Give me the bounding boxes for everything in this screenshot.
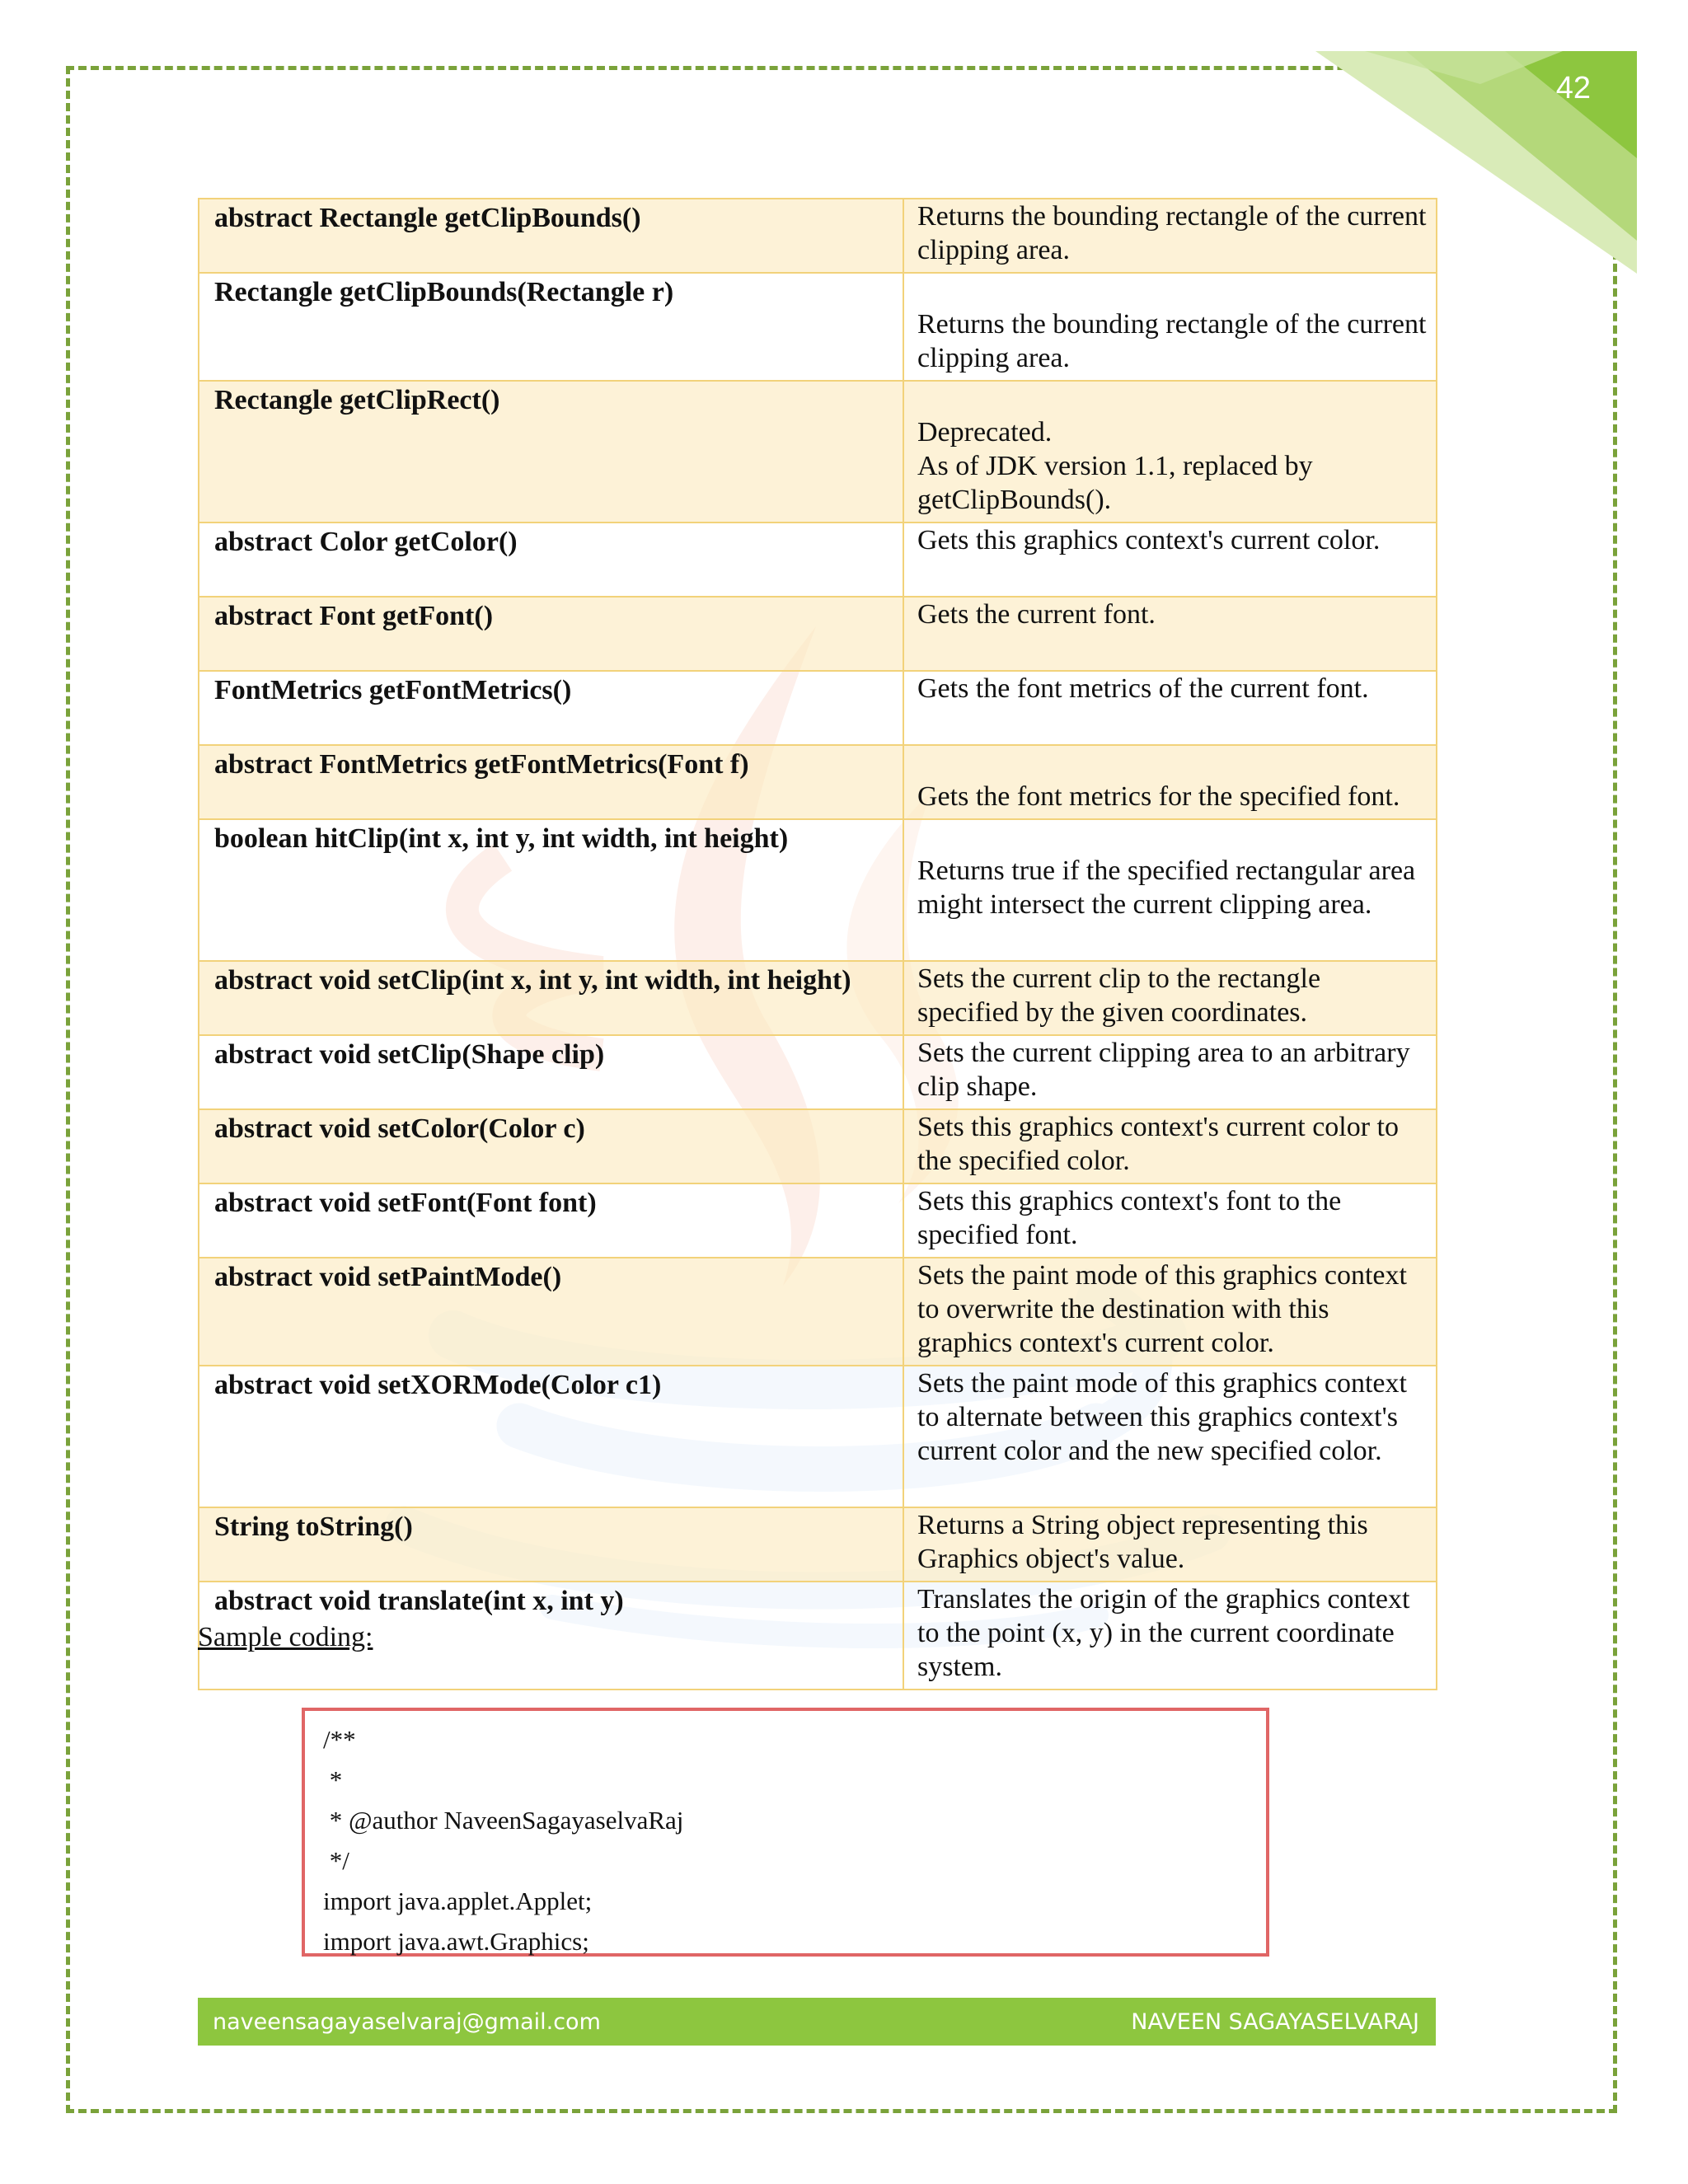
method-signature: abstract void setClip(Shape clip) xyxy=(199,1035,903,1109)
table-row xyxy=(199,273,1437,381)
method-signature: FontMetrics getFontMetrics() xyxy=(199,671,903,745)
method-description: Gets this graphics context's current color. xyxy=(903,523,1437,597)
table-row xyxy=(199,381,1437,523)
code-line: * xyxy=(323,1765,343,1794)
method-signature: abstract void setColor(Color c) xyxy=(199,1109,903,1183)
table-row xyxy=(199,199,1437,273)
method-description: Returns a String object representing this Graphics object's value. xyxy=(903,1507,1437,1582)
table-row xyxy=(199,597,1437,671)
code-line: /** xyxy=(323,1725,356,1754)
method-signature: abstract void setClip(int x, int y, int width, int height) xyxy=(199,961,903,1035)
method-description: Deprecated. As of JDK version 1.1, replaced by getClipBounds(). xyxy=(903,381,1437,523)
method-description: Sets this graphics context's font to the specified font. xyxy=(903,1183,1437,1258)
code-line: import java.awt.Graphics; xyxy=(323,1927,589,1956)
method-signature: abstract void translate(int x, int y) xyxy=(199,1582,903,1690)
page-number: 42 xyxy=(1555,71,1591,105)
table-row xyxy=(199,819,1437,961)
method-description: Returns the bounding rectangle of the current clipping area. xyxy=(903,199,1437,273)
table-row xyxy=(199,1258,1437,1366)
method-description: Sets the current clipping area to an arbitrary clip shape. xyxy=(903,1035,1437,1109)
table-row xyxy=(199,1109,1437,1183)
method-signature: abstract Color getColor() xyxy=(199,523,903,597)
method-signature: abstract void setFont(Font font) xyxy=(199,1183,903,1258)
code-line: * @author NaveenSagayaselvaRaj xyxy=(323,1806,684,1835)
method-table xyxy=(198,198,1437,1690)
method-signature: Rectangle getClipRect() xyxy=(199,381,903,523)
table-row xyxy=(199,1582,1437,1690)
method-signature: String toString() xyxy=(199,1507,903,1582)
footer-bar xyxy=(198,1998,1436,2046)
table-row xyxy=(199,961,1437,1035)
method-description: Gets the font metrics for the specified font. xyxy=(903,745,1437,819)
sample-coding-label: Sample coding: xyxy=(198,1622,373,1652)
table-row xyxy=(199,1507,1437,1582)
table-row xyxy=(199,1035,1437,1109)
method-description: Gets the current font. xyxy=(903,597,1437,671)
method-description: Sets the paint mode of this graphics context to overwrite the destination with this graphics context's current color. xyxy=(903,1258,1437,1366)
table-row xyxy=(199,745,1437,819)
code-line: import java.applet.Applet; xyxy=(323,1886,593,1915)
method-signature: Rectangle getClipBounds(Rectangle r) xyxy=(199,273,903,381)
method-signature: boolean hitClip(int x, int y, int width, int height) xyxy=(199,819,903,961)
footer-email[interactable]: naveensagayaselvaraj@gmail.com xyxy=(213,2008,601,2035)
method-description: Sets this graphics context's current color to the specified color. xyxy=(903,1109,1437,1183)
table-row xyxy=(199,671,1437,745)
table-row xyxy=(199,1366,1437,1507)
code-box xyxy=(302,1708,1269,1957)
code-line: */ xyxy=(323,1846,349,1875)
footer-author: NAVEEN SAGAYASELVARAJ xyxy=(1131,2008,1419,2035)
method-description: Translates the origin of the graphics context to the point (x, y) in the current coordinate system. xyxy=(903,1582,1437,1690)
method-description: Sets the paint mode of this graphics context to alternate between this graphics context's current color and the new specified color. xyxy=(903,1366,1437,1507)
table-row xyxy=(199,1183,1437,1258)
method-description: Gets the font metrics of the current font. xyxy=(903,671,1437,745)
method-signature: abstract FontMetrics getFontMetrics(Font f) xyxy=(199,745,903,819)
table-row xyxy=(199,523,1437,597)
method-signature: abstract Rectangle getClipBounds() xyxy=(199,199,903,273)
method-signature: abstract Font getFont() xyxy=(199,597,903,671)
method-description: Returns the bounding rectangle of the current clipping area. xyxy=(903,273,1437,381)
method-description: Sets the current clip to the rectangle specified by the given coordinates. xyxy=(903,961,1437,1035)
method-description: Returns true if the specified rectangular area might intersect the current clipping area. xyxy=(903,819,1437,961)
method-signature: abstract void setPaintMode() xyxy=(199,1258,903,1366)
method-signature: abstract void setXORMode(Color c1) xyxy=(199,1366,903,1507)
